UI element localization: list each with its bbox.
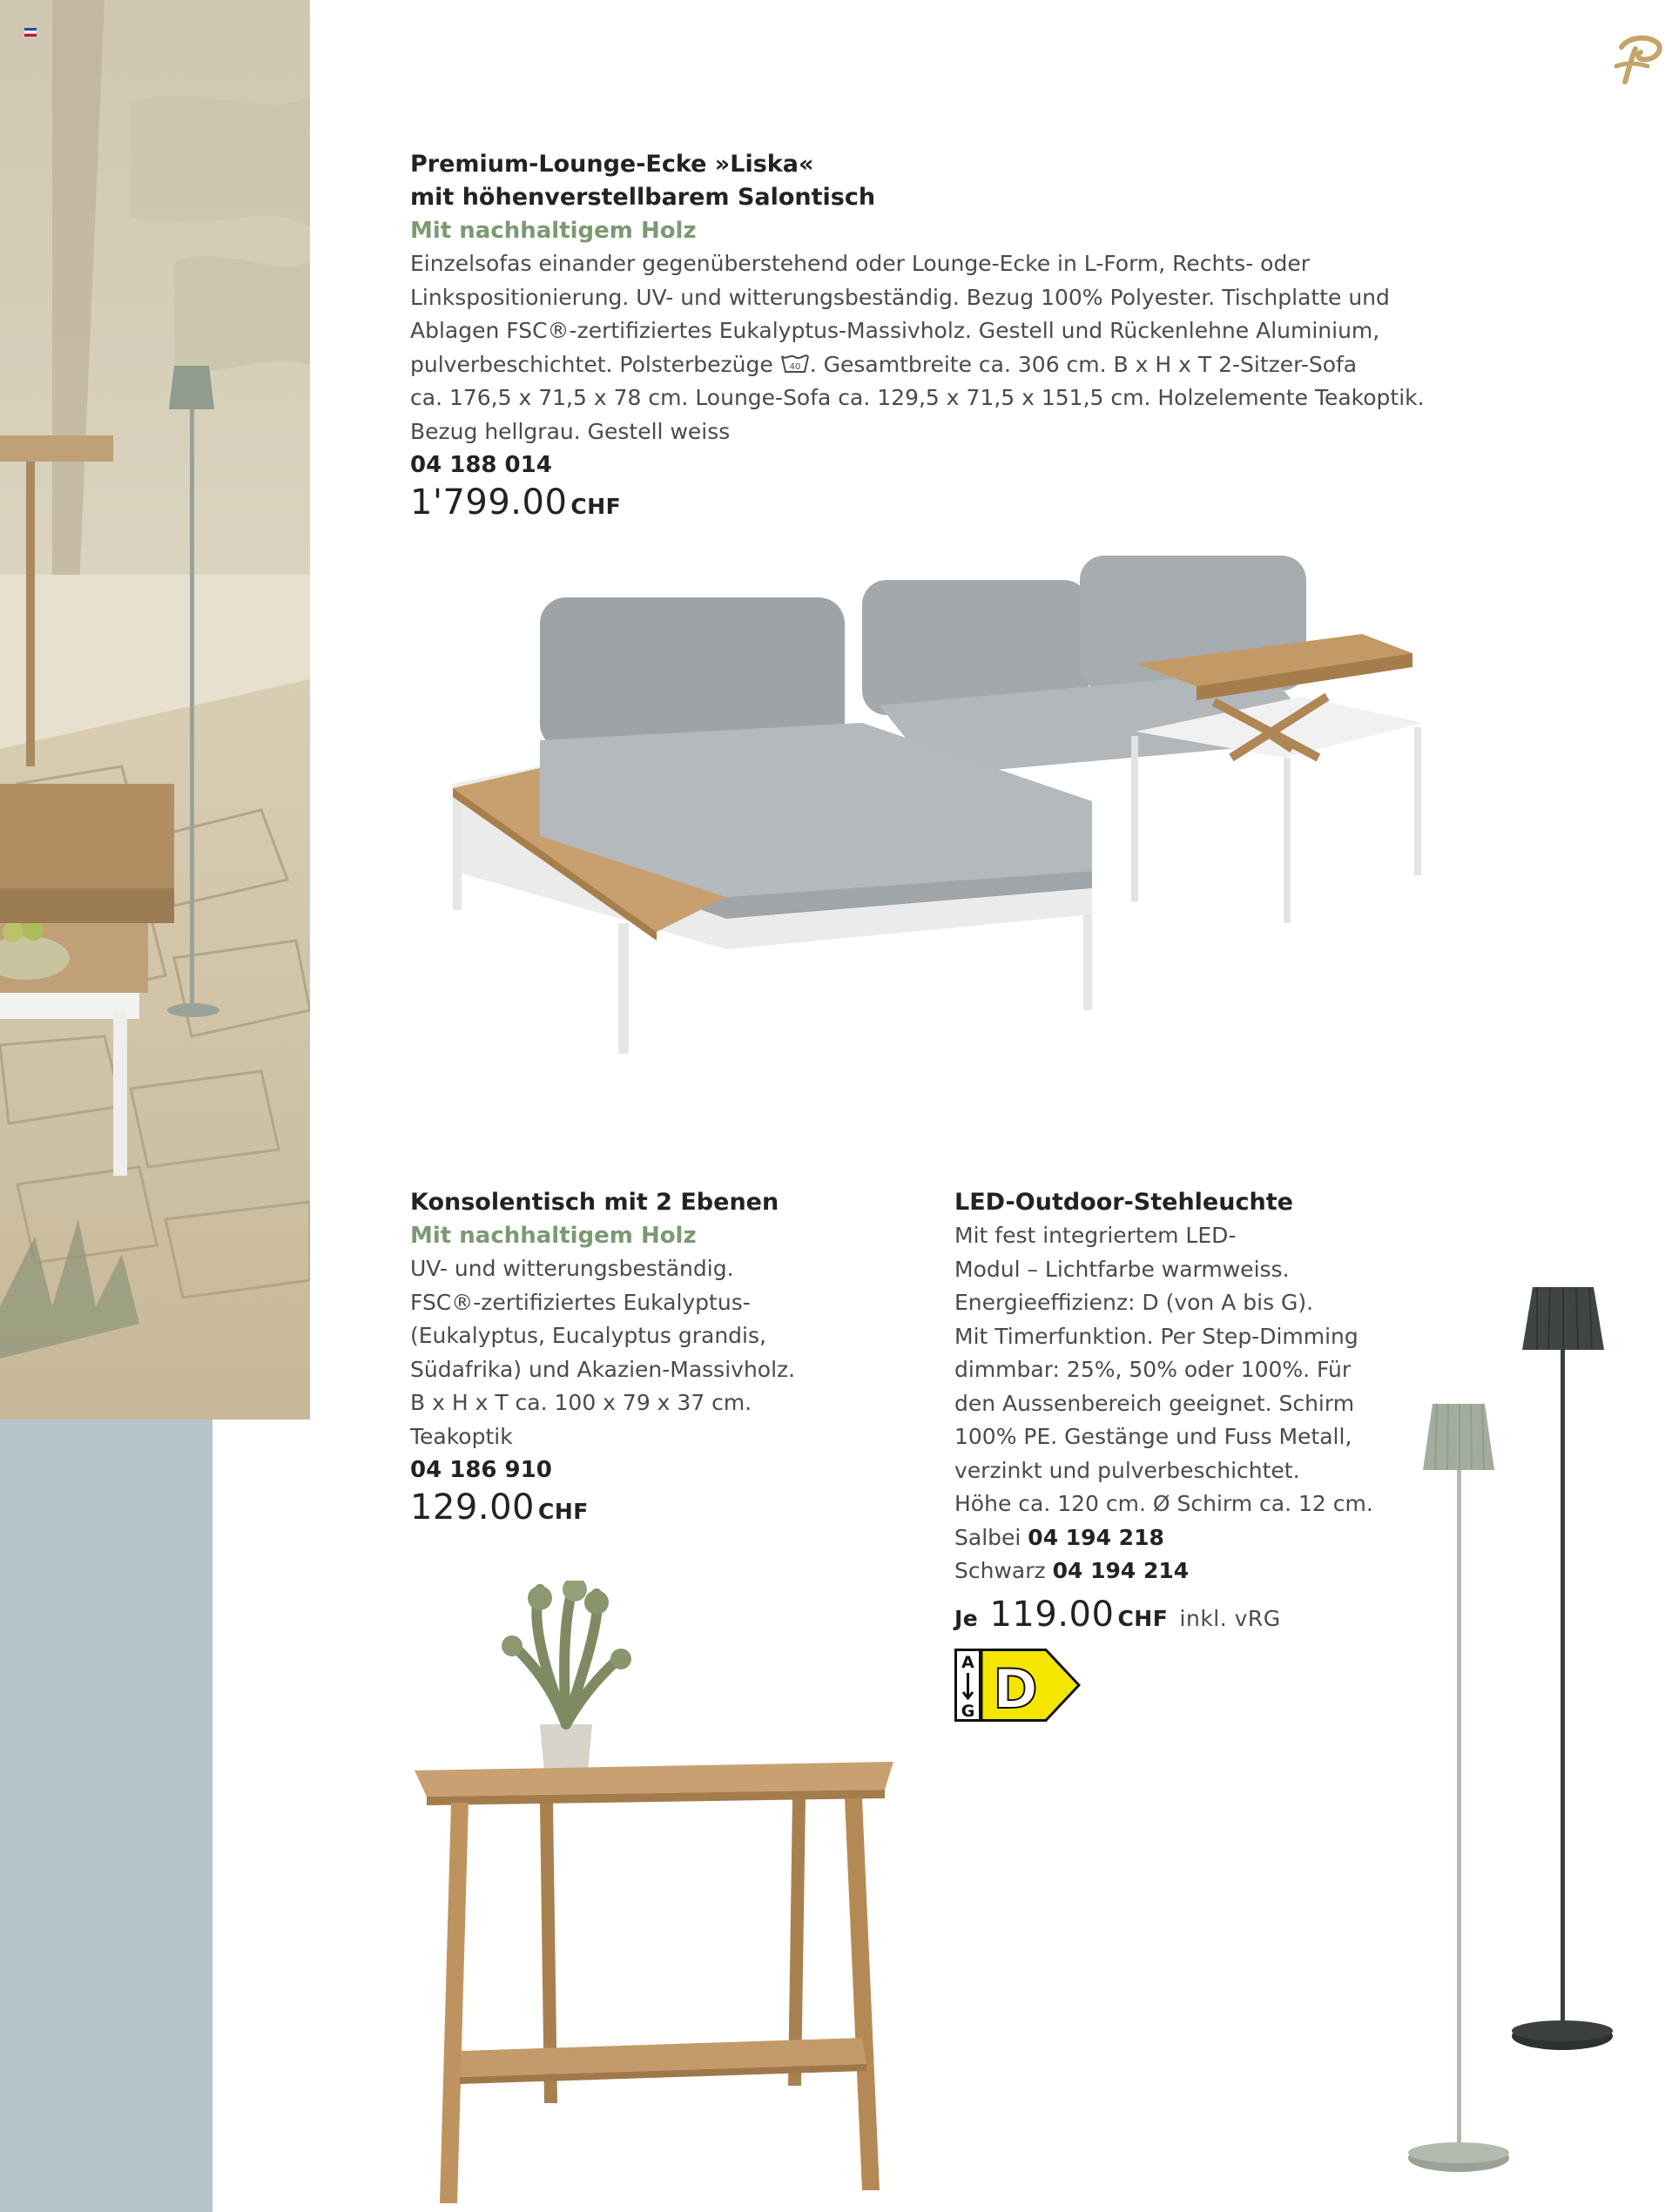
description-line: den Aussenbereich geeignet. Schirm [954, 1390, 1355, 1416]
price-value: 119.00 [989, 1594, 1115, 1635]
description-line: Energieeffizienz: D (von A bis G). [954, 1290, 1314, 1315]
svg-text:40: 40 [789, 361, 801, 372]
console-table-image [409, 1581, 897, 2208]
description-line: B x H x T ca. 100 x 79 x 37 cm. [410, 1390, 752, 1415]
price [410, 482, 1455, 528]
price-suffix: inkl. vRG [1179, 1605, 1281, 1631]
description-line: Ablagen FSC®-zertifiziertes Eukalyptus-Massivholz. Gestell und Rückenlehne Aluminium, [410, 318, 1380, 343]
variant-line [954, 1554, 1442, 1588]
description-line: ca. 176,5 x 71,5 x 78 cm. Lounge-Sofa ca. 129,5 x 71,5 x 151,5 cm. Holzelemente Teakoptik. [410, 385, 1425, 410]
currency: CHF [1117, 1605, 1169, 1631]
currency: CHF [537, 1499, 589, 1524]
energy-scale-bottom: G [961, 1702, 975, 1721]
lounge-sofa-image [448, 540, 1493, 1062]
side-color-panel [0, 1420, 212, 2212]
product-led-stehleuchte [954, 1186, 1442, 1640]
price [954, 1594, 1442, 1640]
variant-article-number: 04 194 214 [1052, 1558, 1190, 1583]
product-subtitle: Mit nachhaltigem Holz [410, 218, 697, 244]
description-line: UV- und witterungsbeständig. [410, 1256, 734, 1281]
brand-logo-icon [1611, 31, 1667, 87]
description-line [410, 348, 1455, 382]
variant-article-number: 04 194 218 [1028, 1524, 1164, 1550]
energy-label-icon [954, 1649, 1081, 1722]
washing-symbol-icon [780, 353, 810, 375]
product-konsolentisch [410, 1186, 863, 1533]
price-value: 1'799.00 [410, 482, 568, 523]
description-line: (Eukalyptus, Eucalyptus grandis, [410, 1323, 766, 1348]
product-title: Konsolentisch mit 2 Ebenen [410, 1189, 779, 1216]
description-line: Teakoptik [410, 1423, 513, 1449]
energy-class: D [993, 1657, 1038, 1721]
energy-scale-top: A [961, 1653, 974, 1672]
description-text: pulverbeschichtet. Polsterbezüge [410, 351, 773, 377]
description-line: Höhe ca. 120 cm. Ø Schirm ca. 12 cm. [954, 1491, 1373, 1516]
article-number: 04 188 014 [410, 452, 552, 478]
description-line: Einzelsofas einander gegenüberstehend oder Lounge-Ecke in L-Form, Rechts- oder [410, 251, 1310, 276]
flag-icon [24, 28, 37, 37]
article-number: 04 186 910 [410, 1457, 552, 1483]
product-lounge-ecke [410, 148, 1455, 528]
price-prefix: Je [954, 1605, 979, 1631]
variant-color: Schwarz [954, 1558, 1046, 1583]
product-subtitle: Mit nachhaltigem Holz [410, 1223, 697, 1249]
product-title: Premium-Lounge-Ecke »Liska« [410, 151, 814, 178]
variant-color: Salbei [954, 1524, 1021, 1550]
description-line: 100% PE. Gestänge und Fuss Metall, [954, 1424, 1352, 1449]
description-text: . Gesamtbreite ca. 306 cm. B x H x T 2-Sitzer-Sofa [809, 351, 1358, 377]
description-line: Linkspositionierung. UV- und witterungsbeständig. Bezug 100% Polyester. Tischplatte und [410, 284, 1390, 310]
description-line: Mit Timerfunktion. Per Step-Dimming [954, 1323, 1358, 1349]
description-line: dimmbar: 25%, 50% oder 100%. Für [954, 1357, 1352, 1382]
price [410, 1487, 863, 1533]
description-line: Südafrika) und Akazien-Massivholz. [410, 1356, 796, 1382]
description-line: Mit fest integriertem LED- [954, 1223, 1237, 1248]
floor-lamp-image [1385, 1280, 1646, 2203]
currency: CHF [570, 494, 622, 519]
description-line: verzinkt und pulverbeschichtet. [954, 1457, 1300, 1483]
variant-line [954, 1521, 1442, 1555]
product-title-line2: mit höhenverstellbarem Salontisch [410, 184, 876, 211]
product-title: LED-Outdoor-Stehleuchte [954, 1189, 1293, 1216]
price-value: 129.00 [410, 1487, 535, 1527]
description-line: Modul – Lichtfarbe warmweiss. [954, 1256, 1290, 1282]
description-line: FSC®-zertifiziertes Eukalyptus- [410, 1289, 751, 1315]
description-line: Bezug hellgrau. Gestell weiss [410, 418, 731, 444]
lifestyle-photo [0, 0, 310, 1420]
